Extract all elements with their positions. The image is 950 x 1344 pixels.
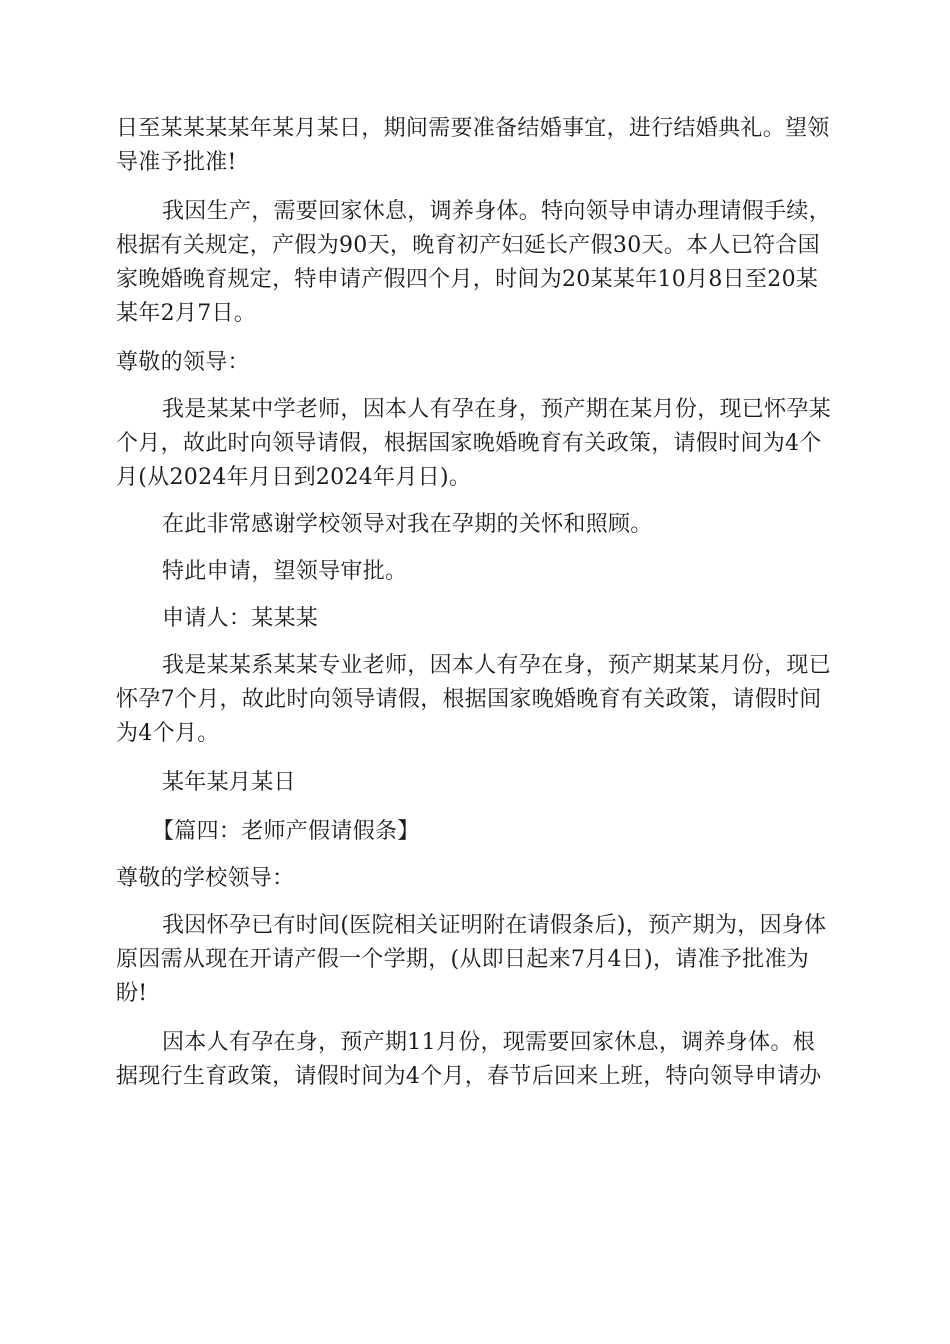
date-line: 某年某月某日 — [162, 770, 296, 795]
paragraph-teacher-request: 我是某某中学老师，因本人有孕在身，预产期在某月份，现已怀孕某个月，故此时向领导请假，根据国家晚婚晚育有关政策，请假时间为4个月(从2024年月日到2024年月日)。 — [116, 397, 832, 490]
salutation-school: 尊敬的学校领导： — [116, 866, 295, 891]
paragraph-wedding-leave-end: 日至某某某某年某月某日，期间需要准备结婚事宜，进行结婚典礼。望领导准予批准! — [116, 116, 830, 175]
paragraph-semester-leave: 我因怀孕已有时间(医院相关证明附在请假条后)，预产期为，因身体原因需从现在开请产假一个学期，(从即日起来7月4日)，请准予批准为盼! — [116, 913, 827, 1006]
salutation: 尊敬的领导： — [116, 350, 250, 375]
document-page — [116, 112, 836, 1094]
paragraph-thanks: 在此非常感谢学校领导对我在孕期的关怀和照顾。 — [162, 512, 653, 537]
paragraph-november-due: 因本人有孕在身，预产期11月份，现需要回家休息，调养身体。根据现行生育政策，请假时间为4个月，春节后回来上班，特向领导申请办 — [116, 1030, 822, 1089]
paragraph-maternity-request: 我因生产，需要回家休息，调养身体。特向领导申请办理请假手续，根据有关规定，产假为90天，晚育初产妇延长产假30天。本人已符合国家晚婚晚育规定，特申请产假四个月，时间为20某某年10月8日至20某某年2月7日。 — [116, 199, 832, 326]
applicant-line: 申请人：某某某 — [162, 606, 319, 631]
section-heading: 【篇四：老师产假请假条】 — [152, 819, 420, 844]
paragraph-closing: 特此申请，望领导审批。 — [162, 559, 408, 584]
paragraph-department-teacher: 我是某某系某某专业老师，因本人有孕在身，预产期某某月份，现已怀孕7个月，故此时向领导请假，根据国家晚婚晚育有关政策，请假时间为4个月。 — [116, 653, 832, 746]
